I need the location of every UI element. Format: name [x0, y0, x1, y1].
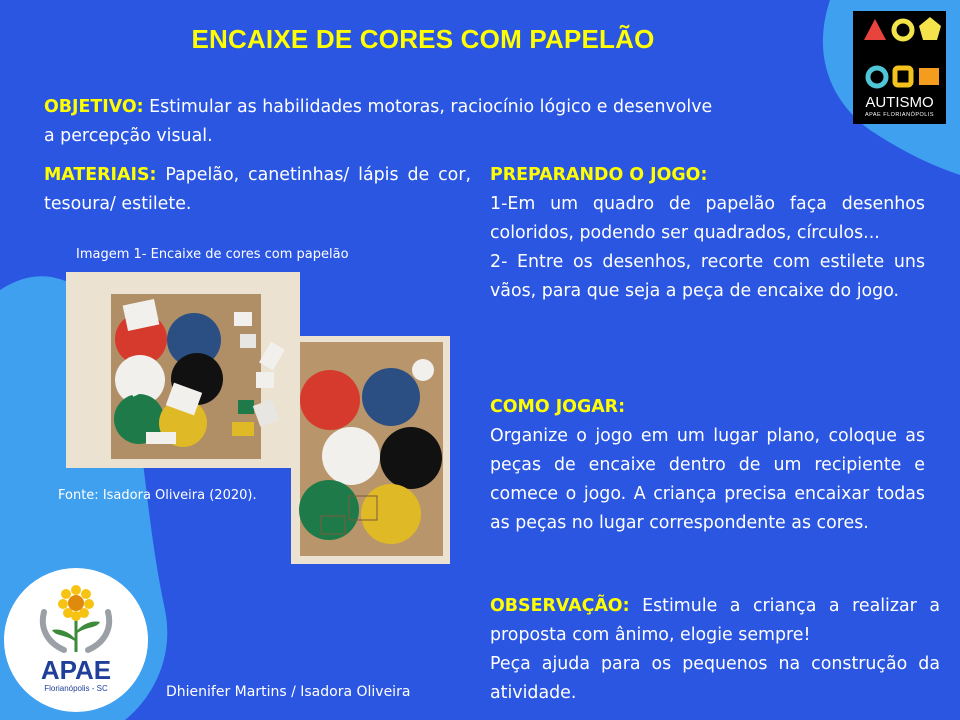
- preparando-block: [490, 161, 925, 306]
- observacao-text: Estimule a criança a realizar a proposta com ânimo, elogie sempre!: [490, 596, 941, 645]
- objetivo-label: OBJETIVO:: [44, 97, 144, 117]
- photo-board: [291, 336, 450, 564]
- autismo-logo-sub: APAE FLORIANÓPOLIS: [864, 112, 935, 118]
- apae-logo-word: APAE: [40, 655, 112, 685]
- materiais-block: [44, 161, 471, 219]
- objetivo-line1: [44, 93, 804, 122]
- preparando-step2: 2- Entre os desenhos, recorte com estilete uns vãos, para que seja a peça de encaixe do jogo.: [490, 252, 925, 301]
- figure-caption: Imagem 1- Encaixe de cores com papelão: [76, 247, 349, 262]
- apae-logo-sub: Florianópolis - SC: [44, 684, 108, 693]
- apae-flower-icon: [36, 582, 116, 656]
- materiais-label: MATERIAIS:: [44, 165, 157, 185]
- photo-game-pieces-drawing: [66, 272, 300, 468]
- objetivo-line2: a percepção visual.: [44, 126, 213, 146]
- authors-credit: Dhienifer Martins / Isadora Oliveira: [166, 684, 411, 700]
- como-jogar-label: COMO JOGAR:: [490, 397, 626, 417]
- figure-source: Fonte: Isadora Oliveira (2020).: [58, 488, 257, 503]
- page-title: ENCAIXE DE CORES COM PAPELÃO: [191, 24, 655, 54]
- como-jogar-block: [490, 393, 925, 538]
- observacao-block: [490, 592, 940, 650]
- observacao-label: OBSERVAÇÃO:: [490, 596, 630, 616]
- autismo-logo-word: AUTISMO: [865, 94, 934, 111]
- objetivo-text: Estimular as habilidades motoras, raciocínio lógico e desenvolve: [149, 97, 713, 117]
- preparando-label: PREPARANDO O JOGO:: [490, 165, 708, 185]
- preparando-step1: 1-Em um quadro de papelão faça desenhos coloridos, podendo ser quadrados, círculos...: [490, 194, 925, 243]
- photo-board-drawing: [291, 336, 450, 564]
- photo-game-pieces: [66, 272, 300, 468]
- materiais-text: Papelão, canetinhas/ lápis de cor, tesoura/ estilete.: [44, 165, 472, 214]
- observacao-text2: Peça ajuda para os pequenos na construção da atividade.: [490, 654, 940, 703]
- como-jogar-text: Organize o jogo em um lugar plano, coloque as peças de encaixe dentro de um recipiente e comece o jogo. A criança precisa encaixar todas as peças no lugar correspondente as cores.: [490, 426, 925, 533]
